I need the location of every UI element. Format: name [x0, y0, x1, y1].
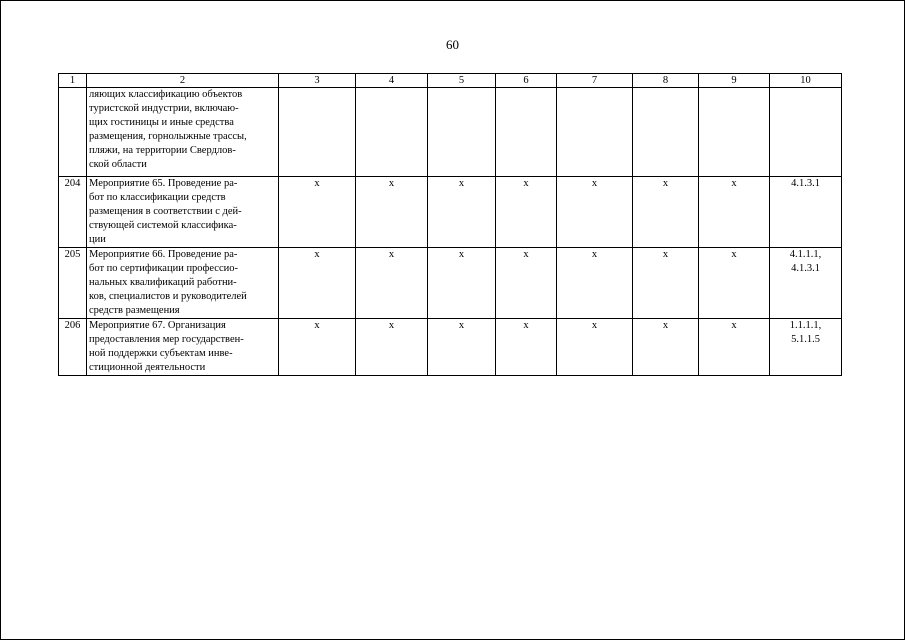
row-description [87, 88, 279, 177]
row-number: 206 [59, 319, 87, 376]
table-cell: x [633, 248, 699, 319]
table-cell: x [279, 248, 356, 319]
column-header: 6 [496, 74, 557, 88]
description-line: ляющих классификацию объектов [89, 89, 243, 100]
table-cell: x [699, 248, 770, 319]
table-cell: x [279, 319, 356, 376]
description-line: туристской индустрии, включаю- [89, 103, 239, 114]
description-line: Мероприятие 65. Проведение ра- [89, 178, 238, 189]
table-cell: x [496, 319, 557, 376]
description-line: пляжи, на территории Свердлов- [89, 145, 236, 156]
table-cell: x [633, 319, 699, 376]
table-cell: x [496, 248, 557, 319]
description-line: размещения в соответствии с дей- [89, 206, 242, 217]
table-cell: x [428, 248, 496, 319]
description-line: щих гостиницы и иные средства [89, 117, 234, 128]
table-row [59, 177, 842, 248]
table-row [59, 319, 842, 376]
description-line: бот по классификации средств [89, 192, 226, 203]
column-header: 10 [770, 74, 842, 88]
table-cell [699, 88, 770, 177]
row-description [87, 248, 279, 319]
column-header: 2 [87, 74, 279, 88]
data-table [58, 73, 842, 376]
reference-cell [770, 88, 842, 177]
column-header: 5 [428, 74, 496, 88]
reference-line: 4.1.3.1 [791, 178, 820, 189]
description-line: ствующей системой классифика- [89, 220, 237, 231]
description-line: ков, специалистов и руководителей [89, 291, 247, 302]
row-description [87, 177, 279, 248]
column-header: 3 [279, 74, 356, 88]
row-number: 204 [59, 177, 87, 248]
row-number [59, 88, 87, 177]
table-cell: x [633, 177, 699, 248]
table-cell: x [557, 177, 633, 248]
description-line: бот по сертификации профессио- [89, 263, 238, 274]
description-line: средств размещения [89, 305, 180, 316]
reference-cell [770, 248, 842, 319]
table-cell: x [356, 319, 428, 376]
table-cell [633, 88, 699, 177]
table-cell [557, 88, 633, 177]
table-cell: x [496, 177, 557, 248]
table-cell: x [356, 177, 428, 248]
reference-line: 1.1.1.1, [789, 320, 822, 331]
page-number: 60 [446, 37, 459, 52]
reference-line: 5.1.1.5 [791, 334, 820, 345]
table-cell: x [279, 177, 356, 248]
table-cell: x [557, 248, 633, 319]
row-description [87, 319, 279, 376]
column-header: 9 [699, 74, 770, 88]
table-cell: x [557, 319, 633, 376]
reference-cell [770, 177, 842, 248]
description-line: Мероприятие 67. Организация [89, 320, 226, 331]
table-row [59, 88, 842, 177]
description-line: ции [89, 234, 106, 245]
description-line: ской области [89, 159, 147, 170]
description-line: предоставления мер государствен- [89, 334, 244, 345]
table-row [59, 248, 842, 319]
description-line: ной поддержки субъектам инве- [89, 348, 233, 359]
row-number: 205 [59, 248, 87, 319]
description-line: Мероприятие 66. Проведение ра- [89, 249, 238, 260]
reference-cell [770, 319, 842, 376]
table-cell [428, 88, 496, 177]
table-cell: x [428, 319, 496, 376]
table-cell [496, 88, 557, 177]
description-line: стиционной деятельности [89, 362, 206, 373]
column-header: 1 [59, 74, 87, 88]
table-cell [356, 88, 428, 177]
table-cell: x [428, 177, 496, 248]
table-cell: x [699, 319, 770, 376]
table-cell [279, 88, 356, 177]
column-header: 4 [356, 74, 428, 88]
header-row [59, 74, 842, 88]
description-line: размещения, горнолыжные трассы, [89, 131, 247, 142]
description-line: нальных квалификаций работни- [89, 277, 237, 288]
table-body [59, 88, 842, 376]
reference-line: 4.1.1.1, [789, 249, 822, 260]
column-header: 7 [557, 74, 633, 88]
reference-line: 4.1.3.1 [791, 263, 820, 274]
table-cell: x [356, 248, 428, 319]
table-cell: x [699, 177, 770, 248]
column-header: 8 [633, 74, 699, 88]
